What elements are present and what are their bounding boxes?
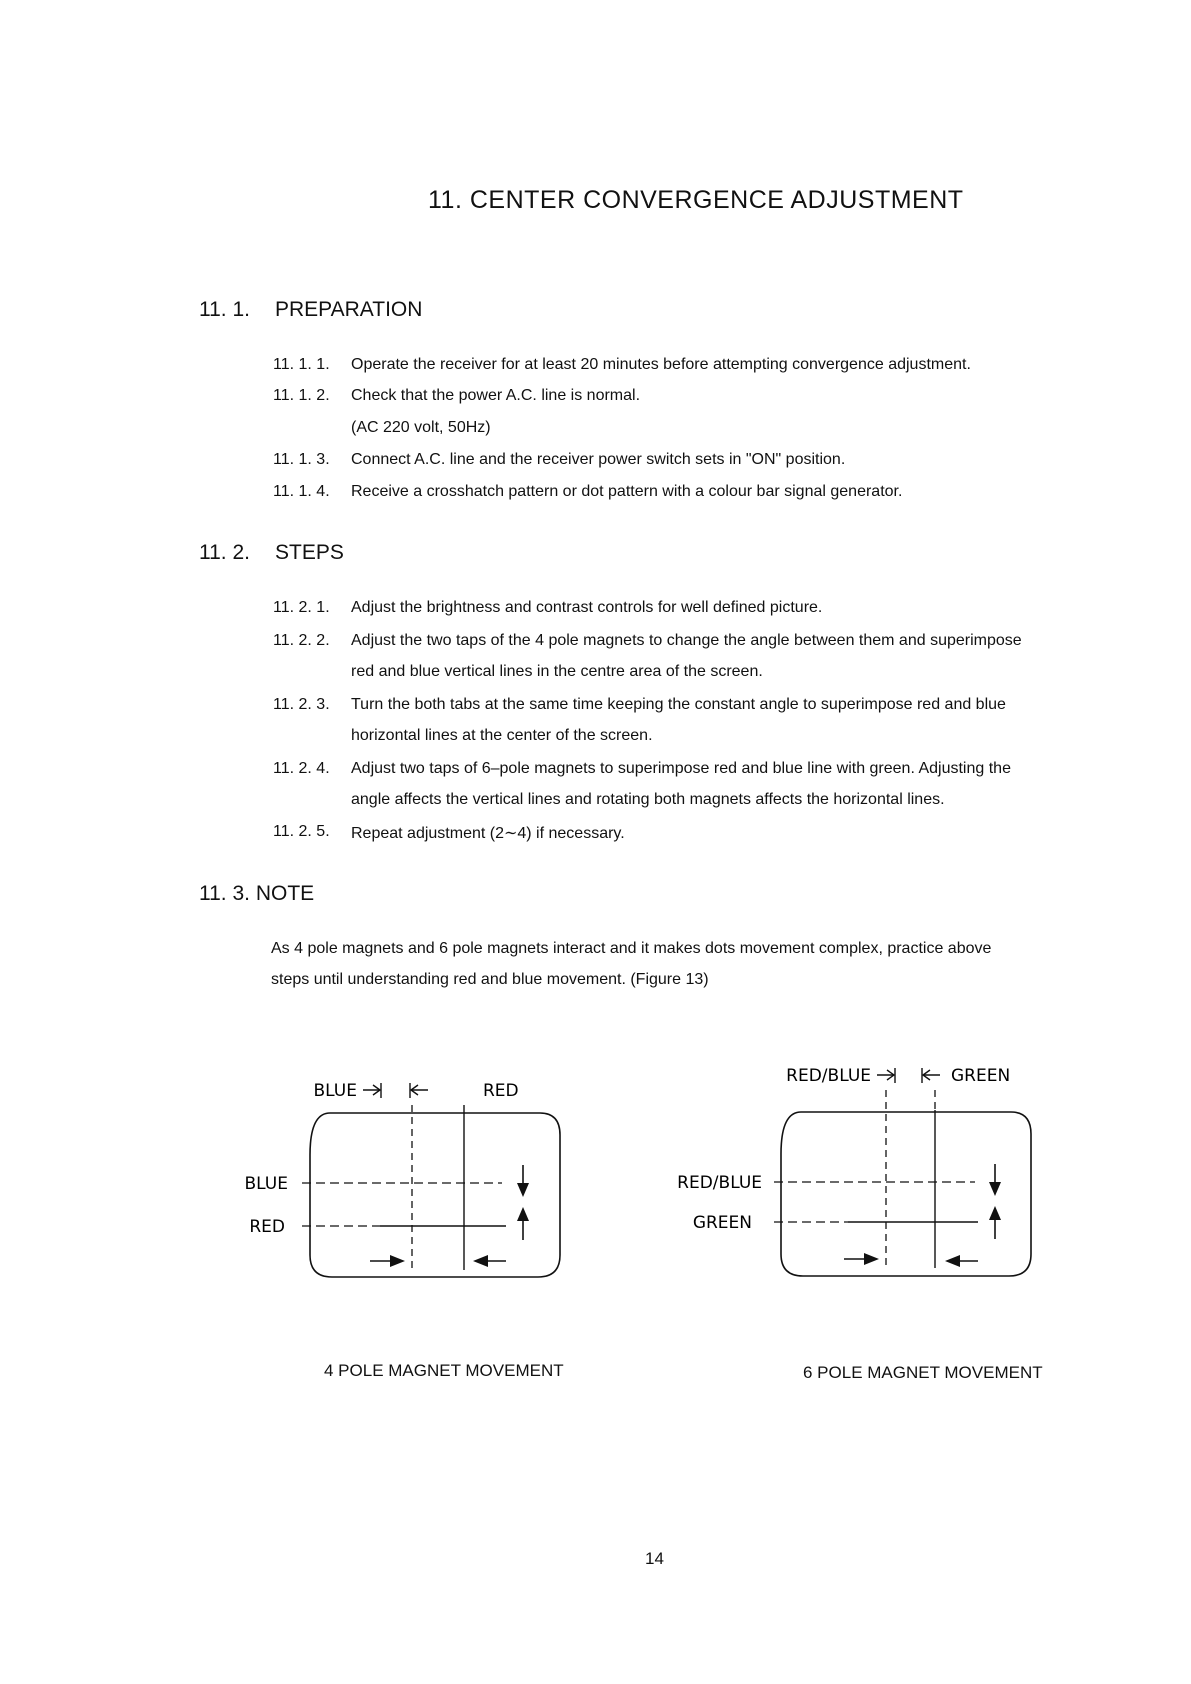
section-title: NOTE [255, 882, 315, 905]
right-arrow-icon [844, 1253, 879, 1265]
figure-side-label-2: RED [249, 1217, 285, 1237]
page-title: 11. CENTER CONVERGENCE ADJUSTMENT [428, 186, 964, 214]
item-number: 11. 2. 2. [273, 632, 330, 649]
six-pole-diagram [670, 1050, 1050, 1300]
item-text: Repeat adjustment (2∼4) if necessary. [351, 825, 625, 842]
screen-outline [781, 1112, 1031, 1276]
item-text: Operate the receiver for at least 20 minutes before attempting convergence adjustment. [351, 356, 971, 373]
item-number: 11. 1. 4. [273, 483, 330, 500]
item-number: 11. 2. 3. [273, 696, 330, 713]
left-arrow-icon [945, 1255, 978, 1267]
item-text: Receive a crosshatch pattern or dot pattern with a colour bar signal generator. [351, 483, 903, 500]
item-number: 11. 2. 4. [273, 760, 330, 777]
down-arrow-icon [517, 1165, 529, 1197]
figure-side-label-1: RED/BLUE [677, 1173, 762, 1193]
section-heading-steps [199, 541, 344, 565]
item-number: 11. 1. 2. [273, 387, 330, 404]
item-number: 11. 1. 3. [273, 451, 330, 468]
item-continuation: red and blue vertical lines in the centre area of the screen. [351, 663, 763, 680]
figure-side-label-1: BLUE [244, 1174, 288, 1194]
figure-top-label-left: RED/BLUE [786, 1066, 871, 1086]
up-arrow-icon [517, 1207, 529, 1240]
item-continuation: horizontal lines at the center of the screen. [351, 727, 653, 744]
figure-side-label-2: GREEN [692, 1213, 752, 1233]
item-text: Turn the both tabs at the same time keeping the constant angle to superimpose red and blue [351, 696, 1006, 713]
note-line: steps until understanding red and blue movement. (Figure 13) [271, 971, 709, 988]
item-number: 11. 2. 5. [273, 823, 330, 840]
four-pole-diagram [230, 1065, 590, 1300]
down-arrow-icon [989, 1164, 1001, 1196]
inward-arrows-icon [363, 1083, 428, 1098]
item-text: Adjust two taps of 6–pole magnets to superimpose red and blue line with green. Adjusting the [351, 760, 1011, 777]
item-text: Connect A.C. line and the receiver power switch sets in "ON" position. [351, 451, 846, 468]
figure-top-label-right: RED [483, 1081, 519, 1101]
figure-top-label-right: GREEN [951, 1066, 1011, 1086]
section-heading-note [199, 882, 314, 906]
right-arrow-icon [370, 1255, 405, 1267]
item-text: Check that the power A.C. line is normal. [351, 387, 641, 404]
item-continuation: angle affects the vertical lines and rotating both magnets affects the horizontal lines. [351, 791, 945, 808]
page-number: 14 [645, 1549, 664, 1568]
item-text: Adjust the two taps of the 4 pole magnets to change the angle between them and superimpose [351, 632, 1022, 649]
left-arrow-icon [473, 1255, 506, 1267]
figure-top-label-left: BLUE [313, 1081, 357, 1101]
figure-caption-six-pole: 6 POLE MAGNET MOVEMENT [803, 1363, 1043, 1382]
figure-caption-four-pole: 4 POLE MAGNET MOVEMENT [324, 1361, 564, 1380]
section-number: 11. 2. [199, 541, 250, 564]
inward-arrows-icon [877, 1068, 940, 1083]
section-title: PREPARATION [275, 298, 423, 321]
item-text: Adjust the brightness and contrast controls for well defined picture. [351, 599, 823, 616]
section-number: 11. 1. [199, 298, 250, 321]
section-title: STEPS [275, 541, 344, 564]
note-line: As 4 pole magnets and 6 pole magnets interact and it makes dots movement complex, practice above [271, 940, 992, 957]
item-number: 11. 2. 1. [273, 599, 330, 616]
item-continuation: (AC 220 volt, 50Hz) [351, 419, 491, 436]
section-number: 11. 3. [199, 882, 250, 905]
section-heading-preparation [199, 298, 422, 322]
item-number: 11. 1. 1. [273, 356, 330, 373]
up-arrow-icon [989, 1206, 1001, 1239]
